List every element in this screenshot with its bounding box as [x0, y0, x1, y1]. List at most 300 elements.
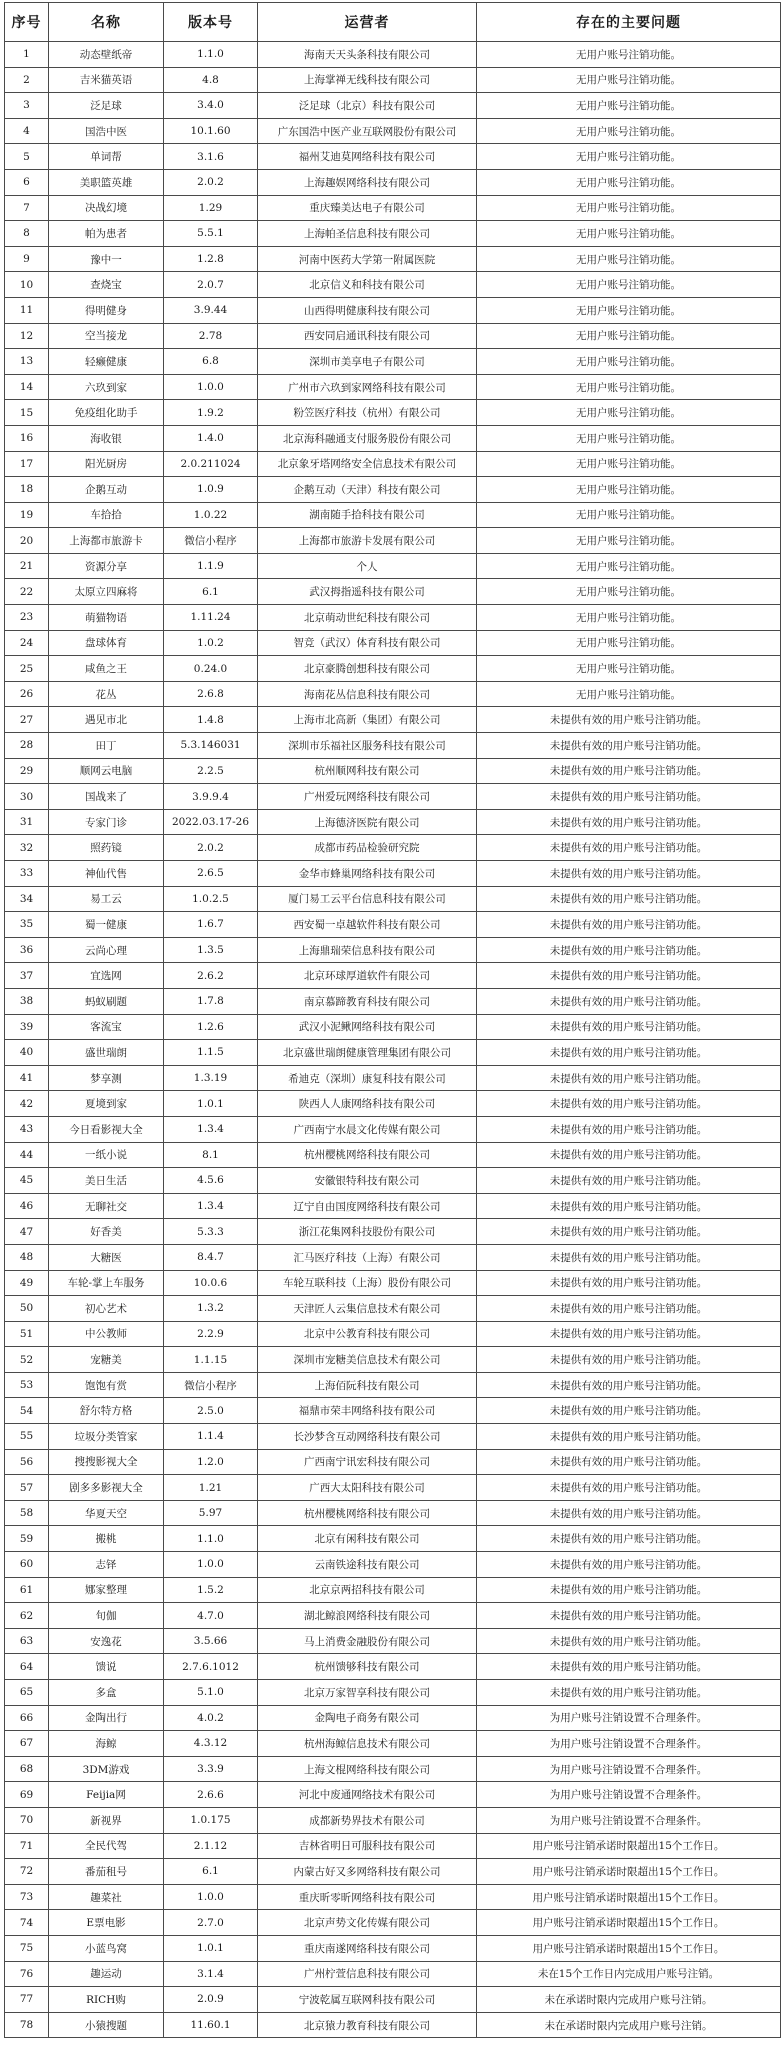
cell-version: 1.0.9: [164, 477, 258, 503]
page: [0, 2, 784, 2055]
cell-version: 1.1.4: [164, 1424, 258, 1450]
table-row: [5, 1807, 781, 1833]
cell-name: 单词帮: [49, 144, 164, 170]
cell-operator: 广州柠萱信息科技有限公司: [258, 1961, 477, 1987]
table-row: [5, 988, 781, 1014]
table-row: [5, 707, 781, 733]
cell-version: 1.4.0: [164, 425, 258, 451]
table-row: [5, 1935, 781, 1961]
table-row: [5, 221, 781, 247]
cell-operator: 山西得明健康科技有限公司: [258, 297, 477, 323]
cell-version: 1.3.19: [164, 1065, 258, 1091]
table-row: [5, 630, 781, 656]
cell-issue: 无用户账号注销功能。: [477, 579, 781, 605]
cell-no: 21: [5, 553, 49, 579]
cell-issue: 未提供有效的用户账号注销功能。: [477, 1424, 781, 1450]
cell-issue: 未提供有效的用户账号注销功能。: [477, 1168, 781, 1194]
cell-name: 舒尔特方格: [49, 1398, 164, 1424]
cell-name: 初心艺术: [49, 1296, 164, 1322]
cell-version: 1.4.8: [164, 707, 258, 733]
table-row: [5, 1552, 781, 1578]
table-row: [5, 1424, 781, 1450]
table-row: [5, 758, 781, 784]
cell-name: 搜搜影视大全: [49, 1449, 164, 1475]
table-row: [5, 937, 781, 963]
cell-operator: 重庆南遂网络科技有限公司: [258, 1935, 477, 1961]
cell-name: 宜选网: [49, 963, 164, 989]
cell-version: 1.0.22: [164, 502, 258, 528]
cell-issue: 无用户账号注销功能。: [477, 246, 781, 272]
table-row: [5, 1244, 781, 1270]
cell-no: 42: [5, 1091, 49, 1117]
table-row: [5, 656, 781, 682]
cell-operator: 重庆昕零昕网络科技有限公司: [258, 1884, 477, 1910]
cell-issue: 无用户账号注销功能。: [477, 451, 781, 477]
cell-operator: 西安蜀一卓越软件科技有限公司: [258, 912, 477, 938]
cell-no: 60: [5, 1552, 49, 1578]
cell-operator: 粉笠医疗科技（杭州）有限公司: [258, 400, 477, 426]
cell-issue: 未提供有效的用户账号注销功能。: [477, 886, 781, 912]
cell-name: 海收银: [49, 425, 164, 451]
cell-no: 7: [5, 195, 49, 221]
cell-issue: 无用户账号注销功能。: [477, 272, 781, 298]
cell-issue: 未提供有效的用户账号注销功能。: [477, 1577, 781, 1603]
cell-version: 3.1.6: [164, 144, 258, 170]
cell-no: 64: [5, 1654, 49, 1680]
cell-issue: 无用户账号注销功能。: [477, 425, 781, 451]
cell-name: 车轮-掌上车服务: [49, 1270, 164, 1296]
cell-version: 1.0.2.5: [164, 886, 258, 912]
cell-name: 宠糖美: [49, 1347, 164, 1373]
cell-operator: 广州市六玖到家网络科技有限公司: [258, 374, 477, 400]
table-row: [5, 1168, 781, 1194]
cell-no: 5: [5, 144, 49, 170]
cell-version: 2.1.12: [164, 1833, 258, 1859]
cell-issue: 未在15个工作日内完成用户账号注销。: [477, 1961, 781, 1987]
cell-no: 76: [5, 1961, 49, 1987]
cell-operator: 北京有闲科技有限公司: [258, 1526, 477, 1552]
cell-no: 44: [5, 1142, 49, 1168]
cell-name: 云尚心理: [49, 937, 164, 963]
table-row: [5, 579, 781, 605]
cell-version: 2.78: [164, 323, 258, 349]
cell-no: 46: [5, 1193, 49, 1219]
cell-name: 无聊社交: [49, 1193, 164, 1219]
cell-issue: 无用户账号注销功能。: [477, 400, 781, 426]
cell-operator: 广东国浩中医产业互联网股份有限公司: [258, 118, 477, 144]
cell-issue: 未提供有效的用户账号注销功能。: [477, 1680, 781, 1706]
table-header: [5, 3, 781, 42]
cell-version: 2.0.7: [164, 272, 258, 298]
table-row: [5, 323, 781, 349]
cell-issue: 为用户账号注销设置不合理条件。: [477, 1807, 781, 1833]
cell-version: 2.5.0: [164, 1398, 258, 1424]
cell-version: 2.6.5: [164, 861, 258, 887]
cell-no: 39: [5, 1014, 49, 1040]
cell-issue: 未提供有效的用户账号注销功能。: [477, 937, 781, 963]
cell-operator: 陕西人人康网络科技有限公司: [258, 1091, 477, 1117]
cell-name: 3DM游戏: [49, 1756, 164, 1782]
cell-operator: 深圳市宠糖美信息技术有限公司: [258, 1347, 477, 1373]
table-row: [5, 1193, 781, 1219]
cell-version: 2.6.6: [164, 1782, 258, 1808]
cell-name: 蚂蚁刷题: [49, 988, 164, 1014]
cell-operator: 海南花丛信息科技有限公司: [258, 681, 477, 707]
table-row: [5, 1449, 781, 1475]
table-row: [5, 1731, 781, 1757]
cell-issue: 用户账号注销承诺时限超出15个工作日。: [477, 1859, 781, 1885]
cell-no: 2: [5, 67, 49, 93]
cell-name: 大糖医: [49, 1244, 164, 1270]
cell-version: 1.0.0: [164, 1552, 258, 1578]
table-row: [5, 1628, 781, 1654]
cell-issue: 未提供有效的用户账号注销功能。: [477, 1142, 781, 1168]
cell-no: 6: [5, 169, 49, 195]
cell-version: 1.3.4: [164, 1193, 258, 1219]
cell-name: 新视界: [49, 1807, 164, 1833]
table-row: [5, 1014, 781, 1040]
cell-operator: 北京环球厚道软件有限公司: [258, 963, 477, 989]
cell-no: 38: [5, 988, 49, 1014]
cell-operator: 上海佰阮科技有限公司: [258, 1372, 477, 1398]
cell-name: 空当接龙: [49, 323, 164, 349]
cell-version: 0.24.0: [164, 656, 258, 682]
cell-issue: 未提供有效的用户账号注销功能。: [477, 1040, 781, 1066]
cell-operator: 广西大太阳科技有限公司: [258, 1475, 477, 1501]
table-row: [5, 2012, 781, 2038]
cell-version: 5.3.146031: [164, 733, 258, 759]
cell-operator: 北京京两招科技有限公司: [258, 1577, 477, 1603]
cell-version: 4.3.12: [164, 1731, 258, 1757]
cell-name: 企鹅互动: [49, 477, 164, 503]
cell-version: 1.0.1: [164, 1091, 258, 1117]
cell-operator: 河北中废通网络技术有限公司: [258, 1782, 477, 1808]
cell-issue: 未提供有效的用户账号注销功能。: [477, 1193, 781, 1219]
cell-no: 26: [5, 681, 49, 707]
cell-no: 29: [5, 758, 49, 784]
table-row: [5, 1577, 781, 1603]
cell-version: 6.8: [164, 349, 258, 375]
cell-version: 3.9.9.4: [164, 784, 258, 810]
cell-issue: 未提供有效的用户账号注销功能。: [477, 758, 781, 784]
cell-version: 8.4.7: [164, 1244, 258, 1270]
cell-operator: 上海都市旅游卡发展有限公司: [258, 528, 477, 554]
table-row: [5, 297, 781, 323]
cell-no: 13: [5, 349, 49, 375]
cell-no: 71: [5, 1833, 49, 1859]
table-row: [5, 1884, 781, 1910]
cell-issue: 无用户账号注销功能。: [477, 477, 781, 503]
cell-operator: 长沙梦含互动网络科技有限公司: [258, 1424, 477, 1450]
table-row: [5, 1654, 781, 1680]
cell-issue: 无用户账号注销功能。: [477, 681, 781, 707]
cell-operator: 智竞（武汉）体育科技有限公司: [258, 630, 477, 656]
table-row: [5, 553, 781, 579]
cell-issue: 未提供有效的用户账号注销功能。: [477, 1296, 781, 1322]
cell-operator: 北京豪腾创想科技有限公司: [258, 656, 477, 682]
cell-no: 23: [5, 605, 49, 631]
cell-operator: 北京象牙塔网络安全信息技术有限公司: [258, 451, 477, 477]
cell-no: 63: [5, 1628, 49, 1654]
cell-no: 62: [5, 1603, 49, 1629]
cell-name: 免疫组化助手: [49, 400, 164, 426]
cell-version: 1.1.5: [164, 1040, 258, 1066]
cell-version: 1.9.2: [164, 400, 258, 426]
table-row: [5, 374, 781, 400]
table-row: [5, 246, 781, 272]
header-row: [5, 3, 781, 42]
cell-no: 18: [5, 477, 49, 503]
header-operator: 运营者: [258, 3, 477, 42]
cell-issue: 未提供有效的用户账号注销功能。: [477, 1372, 781, 1398]
cell-operator: 辽宁自由国度网络科技有限公司: [258, 1193, 477, 1219]
cell-issue: 无用户账号注销功能。: [477, 67, 781, 93]
table-row: [5, 681, 781, 707]
cell-no: 69: [5, 1782, 49, 1808]
cell-no: 56: [5, 1449, 49, 1475]
cell-version: 2.0.9: [164, 1987, 258, 2013]
cell-issue: 未提供有效的用户账号注销功能。: [477, 1219, 781, 1245]
cell-name: 花丛: [49, 681, 164, 707]
table-row: [5, 1270, 781, 1296]
cell-operator: 成都新势界技术有限公司: [258, 1807, 477, 1833]
cell-operator: 北京万家智享科技有限公司: [258, 1680, 477, 1706]
cell-name: 轻癞健康: [49, 349, 164, 375]
cell-issue: 无用户账号注销功能。: [477, 195, 781, 221]
cell-name: 泛足球: [49, 93, 164, 119]
cell-name: 小蓝鸟窝: [49, 1935, 164, 1961]
cell-operator: 厦门易工云平台信息科技有限公司: [258, 886, 477, 912]
cell-name: 海鲸: [49, 1731, 164, 1757]
cell-operator: 广西南宁水晨文化传媒有限公司: [258, 1116, 477, 1142]
cell-name: 趣菜社: [49, 1884, 164, 1910]
cell-name: 夏境到家: [49, 1091, 164, 1117]
cell-issue: 未在承诺时限内完成用户账号注销。: [477, 2012, 781, 2038]
table-row: [5, 349, 781, 375]
cell-version: 2022.03.17-26: [164, 809, 258, 835]
cell-operator: 云南铁途科技有限公司: [258, 1552, 477, 1578]
table-row: [5, 67, 781, 93]
table-row: [5, 1142, 781, 1168]
cell-no: 72: [5, 1859, 49, 1885]
cell-name: 搬桃: [49, 1526, 164, 1552]
cell-operator: 泛足球（北京）科技有限公司: [258, 93, 477, 119]
cell-name: 阳光厨房: [49, 451, 164, 477]
table-row: [5, 42, 781, 68]
cell-issue: 未在承诺时限内完成用户账号注销。: [477, 1987, 781, 2013]
cell-no: 53: [5, 1372, 49, 1398]
cell-issue: 未提供有效的用户账号注销功能。: [477, 1091, 781, 1117]
cell-name: 吉米猫英语: [49, 67, 164, 93]
cell-version: 1.0.0: [164, 1884, 258, 1910]
cell-version: 1.0.0: [164, 374, 258, 400]
cell-issue: 未提供有效的用户账号注销功能。: [477, 988, 781, 1014]
cell-issue: 无用户账号注销功能。: [477, 349, 781, 375]
cell-no: 58: [5, 1500, 49, 1526]
cell-version: 3.4.0: [164, 93, 258, 119]
cell-no: 61: [5, 1577, 49, 1603]
cell-name: 小猿搜题: [49, 2012, 164, 2038]
cell-operator: 杭州海鲸信息技术有限公司: [258, 1731, 477, 1757]
cell-name: 照药镜: [49, 835, 164, 861]
cell-version: 3.3.9: [164, 1756, 258, 1782]
cell-issue: 无用户账号注销功能。: [477, 605, 781, 631]
cell-operator: 福州艾迪莫网络科技有限公司: [258, 144, 477, 170]
cell-issue: 无用户账号注销功能。: [477, 221, 781, 247]
cell-no: 10: [5, 272, 49, 298]
cell-no: 78: [5, 2012, 49, 2038]
cell-issue: 无用户账号注销功能。: [477, 630, 781, 656]
cell-no: 77: [5, 1987, 49, 2013]
cell-no: 34: [5, 886, 49, 912]
cell-version: 1.1.9: [164, 553, 258, 579]
table-row: [5, 1040, 781, 1066]
cell-issue: 未提供有效的用户账号注销功能。: [477, 1628, 781, 1654]
cell-operator: 北京中公教育科技有限公司: [258, 1321, 477, 1347]
cell-name: 帕为患者: [49, 221, 164, 247]
cell-no: 9: [5, 246, 49, 272]
cell-issue: 未提供有效的用户账号注销功能。: [477, 809, 781, 835]
table-row: [5, 1705, 781, 1731]
cell-no: 16: [5, 425, 49, 451]
header-version: 版本号: [164, 3, 258, 42]
table-row: [5, 400, 781, 426]
cell-name: 专家门诊: [49, 809, 164, 835]
cell-operator: 福鼎市荣丰网络科技有限公司: [258, 1398, 477, 1424]
cell-operator: 北京声势文化传媒有限公司: [258, 1910, 477, 1936]
cell-name: 美日生活: [49, 1168, 164, 1194]
cell-name: 全民代驾: [49, 1833, 164, 1859]
table-row: [5, 1116, 781, 1142]
cell-issue: 无用户账号注销功能。: [477, 144, 781, 170]
table-row: [5, 784, 781, 810]
cell-issue: 用户账号注销承诺时限超出15个工作日。: [477, 1935, 781, 1961]
cell-version: 1.3.4: [164, 1116, 258, 1142]
cell-version: 1.3.2: [164, 1296, 258, 1322]
cell-no: 68: [5, 1756, 49, 1782]
cell-issue: 无用户账号注销功能。: [477, 323, 781, 349]
table-row: [5, 169, 781, 195]
table-row: [5, 1859, 781, 1885]
cell-no: 51: [5, 1321, 49, 1347]
table-row: [5, 1065, 781, 1091]
cell-operator: 天津匠人云集信息技术有限公司: [258, 1296, 477, 1322]
cell-version: 4.8: [164, 67, 258, 93]
cell-issue: 未提供有效的用户账号注销功能。: [477, 963, 781, 989]
cell-name: 田丁: [49, 733, 164, 759]
cell-operator: 北京猿力教育科技有限公司: [258, 2012, 477, 2038]
cell-no: 52: [5, 1347, 49, 1373]
cell-version: 5.5.1: [164, 221, 258, 247]
cell-operator: 武汉拇指遥科技有限公司: [258, 579, 477, 605]
cell-operator: 杭州樱桃网络科技有限公司: [258, 1142, 477, 1168]
cell-issue: 未提供有效的用户账号注销功能。: [477, 1500, 781, 1526]
cell-name: 蜀一健康: [49, 912, 164, 938]
cell-no: 20: [5, 528, 49, 554]
cell-issue: 无用户账号注销功能。: [477, 528, 781, 554]
cell-version: 2.0.2: [164, 835, 258, 861]
cell-no: 15: [5, 400, 49, 426]
cell-no: 1: [5, 42, 49, 68]
cell-issue: 无用户账号注销功能。: [477, 118, 781, 144]
cell-issue: 未提供有效的用户账号注销功能。: [477, 1347, 781, 1373]
table-row: [5, 93, 781, 119]
cell-operator: 北京萌动世纪科技有限公司: [258, 605, 477, 631]
cell-version: 2.6.2: [164, 963, 258, 989]
app-issues-table: [4, 2, 781, 2038]
cell-operator: 上海帕圣信息科技有限公司: [258, 221, 477, 247]
cell-version: 2.2.5: [164, 758, 258, 784]
cell-name: 资源分享: [49, 553, 164, 579]
cell-issue: 未提供有效的用户账号注销功能。: [477, 1475, 781, 1501]
cell-name: 客流宝: [49, 1014, 164, 1040]
cell-operator: 车轮互联科技（上海）股份有限公司: [258, 1270, 477, 1296]
cell-version: 6.1: [164, 1859, 258, 1885]
cell-issue: 未提供有效的用户账号注销功能。: [477, 1449, 781, 1475]
cell-version: 3.9.44: [164, 297, 258, 323]
cell-operator: 武汉小泥鳅网络科技有限公司: [258, 1014, 477, 1040]
cell-version: 1.21: [164, 1475, 258, 1501]
cell-name: 旬伽: [49, 1603, 164, 1629]
cell-no: 24: [5, 630, 49, 656]
table-row: [5, 733, 781, 759]
cell-no: 32: [5, 835, 49, 861]
cell-issue: 为用户账号注销设置不合理条件。: [477, 1731, 781, 1757]
cell-no: 3: [5, 93, 49, 119]
cell-name: 中公教师: [49, 1321, 164, 1347]
cell-operator: 内蒙古好又多网络科技有限公司: [258, 1859, 477, 1885]
cell-name: 一纸小说: [49, 1142, 164, 1168]
cell-issue: 未提供有效的用户账号注销功能。: [477, 1065, 781, 1091]
table-row: [5, 1680, 781, 1706]
cell-version: 2.2.9: [164, 1321, 258, 1347]
table-row: [5, 1910, 781, 1936]
cell-no: 50: [5, 1296, 49, 1322]
cell-version: 1.0.175: [164, 1807, 258, 1833]
cell-version: 1.2.0: [164, 1449, 258, 1475]
table-row: [5, 272, 781, 298]
cell-operator: 杭州樱桃网络科技有限公司: [258, 1500, 477, 1526]
cell-version: 3.1.4: [164, 1961, 258, 1987]
cell-no: 11: [5, 297, 49, 323]
cell-version: 8.1: [164, 1142, 258, 1168]
cell-operator: 杭州顺网科技有限公司: [258, 758, 477, 784]
cell-no: 37: [5, 963, 49, 989]
cell-operator: 汇马医疗科技（上海）有限公司: [258, 1244, 477, 1270]
cell-issue: 用户账号注销承诺时限超出15个工作日。: [477, 1910, 781, 1936]
cell-name: 剧多多影视大全: [49, 1475, 164, 1501]
cell-operator: 上海掌禅无线科技有限公司: [258, 67, 477, 93]
cell-issue: 未提供有效的用户账号注销功能。: [477, 1321, 781, 1347]
cell-no: 40: [5, 1040, 49, 1066]
cell-version: 2.7.6.1012: [164, 1654, 258, 1680]
cell-operator: 深圳市乐福社区服务科技有限公司: [258, 733, 477, 759]
cell-no: 12: [5, 323, 49, 349]
table-row: [5, 1372, 781, 1398]
cell-no: 73: [5, 1884, 49, 1910]
cell-no: 30: [5, 784, 49, 810]
table-row: [5, 861, 781, 887]
cell-operator: 马上消费金融股份有限公司: [258, 1628, 477, 1654]
cell-no: 17: [5, 451, 49, 477]
table-row: [5, 502, 781, 528]
cell-issue: 无用户账号注销功能。: [477, 169, 781, 195]
cell-operator: 安徽银特科技有限公司: [258, 1168, 477, 1194]
cell-operator: 广州爱玩网络科技有限公司: [258, 784, 477, 810]
cell-issue: 无用户账号注销功能。: [477, 42, 781, 68]
cell-name: 好香美: [49, 1219, 164, 1245]
cell-operator: 金陶电子商务有限公司: [258, 1705, 477, 1731]
